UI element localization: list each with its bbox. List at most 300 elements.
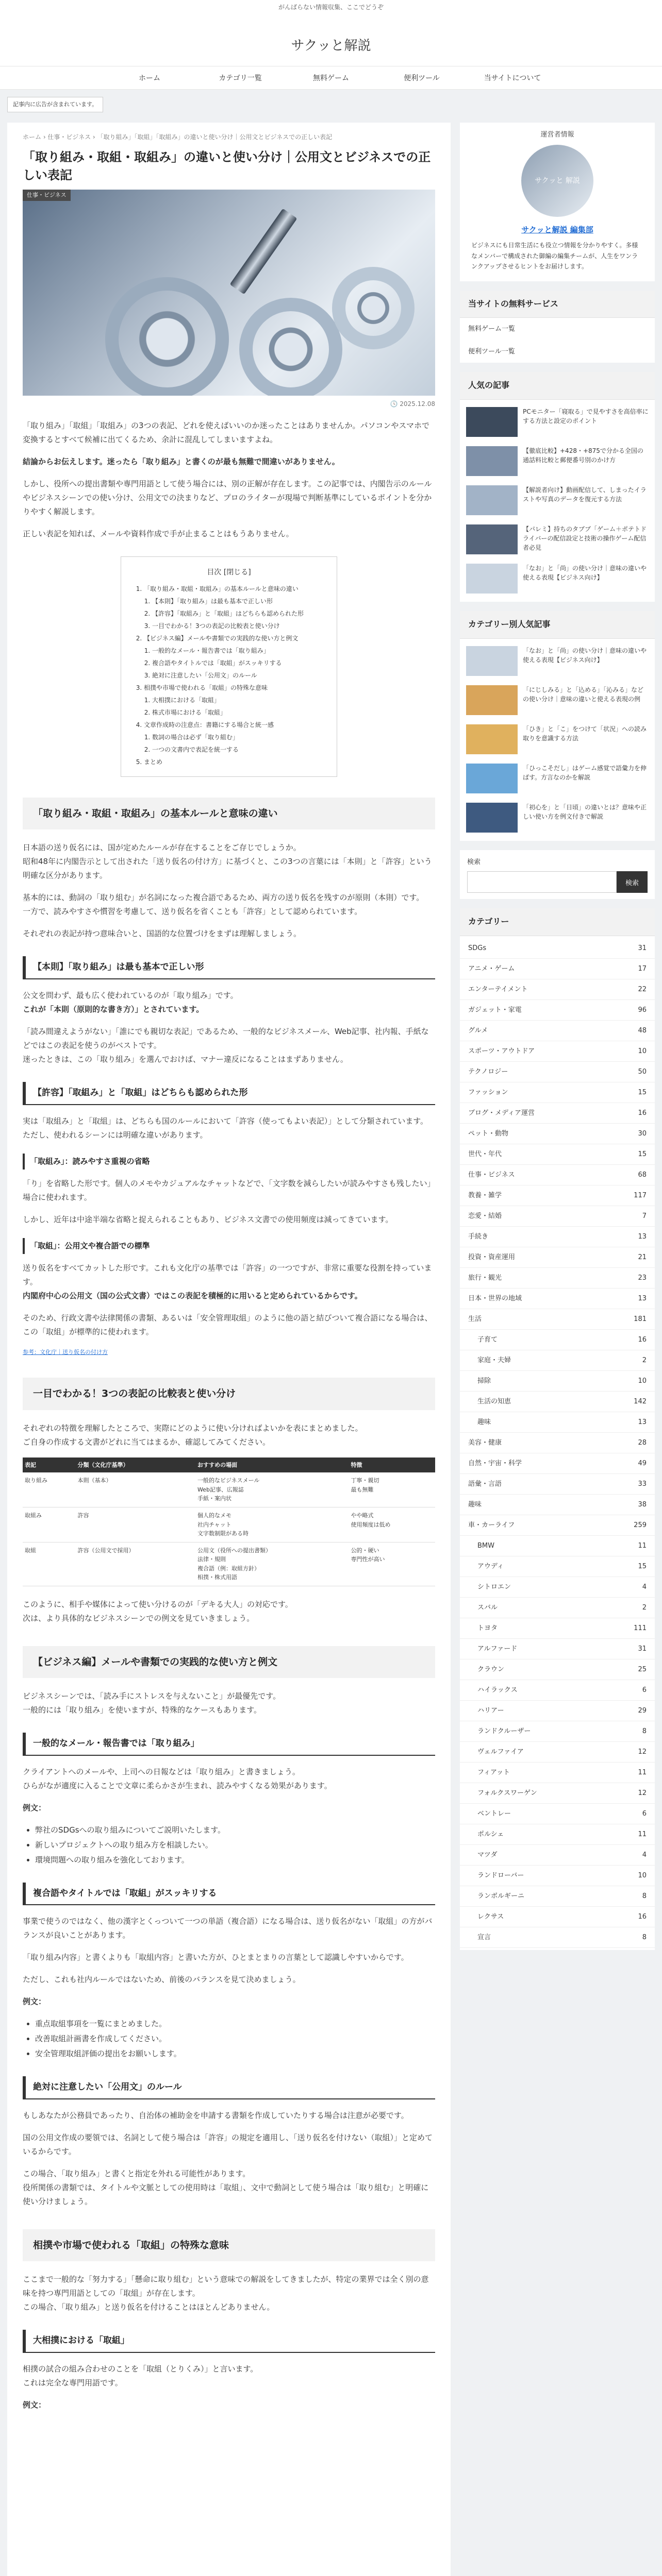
article-thumbnail[interactable] (466, 524, 518, 554)
category-count: 142 (634, 1397, 647, 1405)
subsection-heading: 大相撲における「取組」 (23, 2330, 435, 2353)
category-name: トヨタ (477, 1624, 498, 1632)
category-name: 投資・資産運用 (468, 1253, 516, 1261)
popular-article[interactable] (466, 799, 649, 838)
paragraph: ここまで一般的な「努力する」「懸命に取り組む」という意味での解説をしてきましたが、特定の業界では全く別の意味を持つ専門用語としての「取組」が存在します。 この場合、「取り組み」と送り仮名を付けることはほとんどありません。 (23, 2275, 429, 2312)
paragraph: それぞれの表記が持つ意味合いと、国語的な位置づけをまずは理解しましょう。 (23, 929, 302, 939)
category-item[interactable] (460, 1247, 655, 1268)
popular-article[interactable] (466, 642, 649, 681)
category-item[interactable] (460, 1845, 655, 1866)
category-count: 10 (638, 1871, 647, 1879)
toc-subitem[interactable]: 3. 一目でわかる！3つの表記の比較表と使い分け (152, 620, 323, 632)
category-name: スポーツ・アウトドア (468, 1047, 535, 1055)
table-cell: 許容 (75, 1507, 195, 1542)
article-title[interactable]: 「なお」と「尚」の使い分け｜意味の違いや使える表現【ビジネス向け】 (523, 647, 647, 664)
table-cell: 丁寧・親切 最も無難 (349, 1472, 435, 1507)
list-item: • 改善取組計画書を作成してください。 (35, 2032, 435, 2046)
category-count: 16 (638, 1912, 647, 1921)
category-count: 30 (638, 1129, 647, 1138)
category-item[interactable] (460, 1206, 655, 1227)
category-item[interactable] (460, 1824, 655, 1845)
category-item[interactable] (460, 1041, 655, 1062)
paragraph: 国の公用文作成の要領では、名詞として使う場合は「許容」の規定を適用し、「送り仮名を付けない（取組）」と定めているからです。 (23, 2133, 433, 2157)
article-title[interactable]: 「ひっこそだし」はゲーム感覚で語彙力を伸ばす。方言なのかを解説 (523, 764, 647, 781)
category-name: ポルシェ (477, 1830, 504, 1838)
category-count: 2 (642, 1603, 647, 1612)
category-count: 17 (638, 964, 647, 973)
category-count: 33 (638, 1480, 647, 1488)
category-count: 15 (638, 1150, 647, 1158)
category-item[interactable] (460, 1000, 655, 1021)
category-count: 13 (638, 1232, 647, 1241)
subsection-heading: 【本則】「取り組み」は最も基本で正しい形 (23, 956, 435, 979)
category-count: 13 (638, 1418, 647, 1426)
category-item[interactable] (460, 1103, 655, 1124)
category-item[interactable] (460, 938, 655, 959)
popular-article[interactable] (466, 759, 649, 799)
category-count: 12 (638, 1789, 647, 1797)
category-count: 15 (638, 1088, 647, 1096)
category-name: 仕事・ビジネス (468, 1171, 515, 1179)
category-item[interactable] (460, 1124, 655, 1144)
category-name: レクサス (477, 1912, 504, 1921)
toc-subitem[interactable]: 2. 【許容】「取組み」と「取組」はどちらも認められた形 (152, 607, 323, 620)
category-item[interactable] (460, 1412, 655, 1433)
article-title[interactable]: 「ひき」と「こ」をつけて「状況」への読み取りを意識する方法 (523, 725, 647, 742)
popular-article[interactable] (466, 403, 649, 442)
section-heading: 「取り組み・取組・取組み」の基本ルールと意味の違い (23, 798, 435, 829)
operator-description: ビジネスにも日常生活にも役立つ情報を分かりやすく。多様なメンバーで構成された御編の編集チームが、人生をワンランクアップさせるヒントをお届けします。 (471, 242, 638, 270)
paragraph: 送り仮名をすべてカットした形です。これも文化庁の基準では「許容」の一つですが、非常に重要な役割を持っています。 内閣府中心の公用文（国の公式文書）ではこの表記を積極的に用いると定められているからです。 (23, 1263, 432, 1300)
category-name: ランドローバー (477, 1871, 524, 1879)
example-label: 例文： (23, 1997, 46, 2007)
category-count: 21 (638, 1253, 647, 1261)
category-name: エンターテイメント (468, 985, 528, 993)
category-count: 16 (638, 1109, 647, 1117)
table-cell: 個人的なメモ 社内チャット 文字数制限がある時 (195, 1507, 349, 1542)
category-item[interactable] (460, 1268, 655, 1289)
category-count: 31 (638, 944, 647, 952)
category-item[interactable] (460, 1082, 655, 1103)
category-item[interactable] (460, 1144, 655, 1165)
table-header: 特徴 (349, 1458, 435, 1473)
operator-name[interactable]: サクッと解説 編集部 (521, 225, 593, 235)
breadcrumb[interactable]: ホーム › 仕事・ビジネス › 「取り組み」「取組」「取組み」の違いと使い分け｜公用文とビジネスでの正しい表記 (23, 133, 333, 141)
table-cell: 公的・硬い 専門性が高い (349, 1542, 435, 1586)
category-item[interactable] (460, 1227, 655, 1247)
category-count: 15 (638, 1562, 647, 1570)
subsection-heading: 絶対に注意したい「公用文」のルール (23, 2076, 435, 2099)
category-count: 11 (638, 1830, 647, 1838)
paragraph: 公文を問わず、最も広く使われているのが「取り組み」です。 これが「本則（原則的な書き方）」とされています。 (23, 990, 238, 1014)
paragraph: もしあなたが公務員であったり、自治体の補助金を申請する書類を作成していたりする場合は注意が必要です。 (23, 2111, 409, 2121)
article-title[interactable]: 「初心を」と「日頃」の違いとは？意味や正しい使い方を例文付きで解説 (523, 803, 647, 820)
category-count: 16 (638, 1335, 647, 1344)
category-count: 8 (642, 1933, 647, 1941)
table-row (23, 1472, 435, 1507)
paragraph: このように、相手や媒体によって使い分けるのが「デキる大人」の対応です。 次は、より具体的なビジネスシーンでの例文を見ていきましょう。 (23, 1600, 293, 1623)
category-count: 22 (638, 985, 647, 993)
table-cell: 許容（公用文で採用） (75, 1542, 195, 1586)
category-name: 語彙・言語 (468, 1480, 502, 1488)
popular-article[interactable] (466, 720, 649, 759)
list-item: • 環境問題への取り組みを強化しております。 (35, 1853, 435, 1867)
nav-item[interactable]: 便利ツール (404, 74, 440, 82)
category-count: 10 (638, 1377, 647, 1385)
category-item[interactable] (460, 1330, 655, 1350)
table-row (23, 1507, 435, 1542)
page-title: 「取り組み・取組・取組み」の違いと使い分け｜公用文とビジネスでの正しい表記 (23, 150, 431, 182)
section-heading: 【ビジネス編】メールや書類での実践的な使い方と例文 (23, 1646, 435, 1678)
category-item[interactable] (460, 1762, 655, 1783)
minor-heading: 「取組」：公用文や複合語での標準 (23, 1238, 435, 1254)
popular-article[interactable] (466, 481, 649, 520)
toc-subitem[interactable]: 1. 大相撲における「取組」 (152, 694, 323, 706)
paragraph: ただし、これも社内ルールではないため、前後のバランスを見て決めましょう。 (23, 1975, 301, 1985)
table-header: 分類（文化庁基準） (75, 1458, 195, 1473)
category-name: 教養・雑学 (468, 1191, 502, 1199)
category-count: 11 (638, 1541, 647, 1550)
section-heading: 相撲や市場で使われる「取組」の特殊な意味 (23, 2229, 435, 2261)
category-item[interactable] (460, 1721, 655, 1742)
article-thumbnail[interactable] (466, 485, 518, 515)
list-item: • 安全管理取組評価の提出をお願いします。 (35, 2047, 435, 2061)
table-cell: 取組み (23, 1507, 75, 1542)
nav-item[interactable]: カテゴリ一覧 (219, 74, 262, 82)
category-item[interactable] (460, 1495, 655, 1515)
intro-paragraph: 「取り組み」「取組」「取組み」の3つの表記、どれを使えばいいのか迷ったことはありませんか。パソコンやスマホで変換するとすべて候補に出てくるため、余計に混乱してしまいますよね。 (23, 421, 429, 445)
table-of-contents (121, 556, 337, 777)
article-title[interactable]: PCモニター「寝取る」で見やすさを高倍率にする方法と設定のポイント (523, 408, 649, 425)
section-heading: 一目でわかる！3つの表記の比較表と使い分け (23, 1378, 435, 1410)
service-link[interactable]: 無料ゲーム一覧 (468, 325, 516, 333)
category-count: 23 (638, 1274, 647, 1282)
widget-title: カテゴリー (460, 908, 655, 936)
category-name: クラウン (477, 1665, 505, 1673)
list-item: • 重点取組事項を一覧にまとめました。 (35, 2017, 435, 2031)
paragraph: 事業で使うのではなく、他の漢字とくっついて一つの単語（複合語）になる場合は、送り仮名がない「取組」の方がバランスが良いことがあります。 (23, 1917, 433, 1940)
category-name: グルメ (468, 1026, 488, 1035)
table-cell: 取組 (23, 1542, 75, 1586)
site-logo: サクッと 解説 (521, 145, 593, 217)
category-name: 宣言 (477, 1933, 491, 1941)
toc-subitem[interactable]: 2. 複合語やタイトルでは「取組」がスッキリする (152, 657, 323, 669)
category-name: 生活 (468, 1315, 482, 1323)
example-label: 例文： (23, 1803, 46, 1812)
comparison-table (23, 1458, 435, 1587)
category-name: ファッション (468, 1088, 508, 1096)
category-item[interactable] (460, 1701, 655, 1721)
popular-article[interactable] (466, 560, 649, 599)
category-count: 48 (638, 1026, 647, 1035)
category-count: 12 (638, 1748, 647, 1756)
category-item[interactable] (460, 1866, 655, 1886)
category-item[interactable] (460, 979, 655, 1000)
toc-subitem[interactable]: 1. 数詞の場合は必ず「取り組む」 (152, 731, 323, 743)
category-item[interactable] (460, 1371, 655, 1392)
toc-subitem[interactable]: 2. 株式市場における「取組」 (152, 706, 323, 719)
category-count: 111 (634, 1624, 647, 1632)
category-count: 25 (638, 1665, 647, 1673)
category-name: ランボルギーニ (477, 1892, 525, 1900)
category-count: 13 (638, 1294, 647, 1302)
category-name: ランドクルーザー (477, 1727, 531, 1735)
table-cell: 本則（基本） (75, 1472, 195, 1507)
subsection-heading: 一般的なメール・報告書では「取り組み」 (23, 1733, 435, 1756)
category-item[interactable] (460, 1804, 655, 1824)
category-count: 49 (638, 1459, 647, 1467)
search-button[interactable]: 検索 (617, 871, 648, 893)
article-thumbnail[interactable] (466, 646, 518, 676)
gear-graphic (332, 267, 415, 349)
category-count: 7 (642, 1212, 647, 1220)
category-name: フォルクスワーゲン (477, 1789, 537, 1797)
category-name: 子育て (477, 1335, 498, 1344)
site-title[interactable]: サクッと解説 (0, 14, 662, 66)
category-item[interactable] (460, 1309, 655, 1330)
list-item: • 新しいプロジェクトへの取り組み方を相談したい。 (35, 1838, 435, 1852)
popular-article[interactable] (466, 442, 649, 481)
category-item[interactable] (460, 1433, 655, 1453)
minor-heading: 「取組み」：読みやすさ重視の省略 (23, 1154, 435, 1170)
paragraph: 日本語の送り仮名には、国が定めたルールが存在することをご存じでしょうか。 昭和48年に内閣告示として出された「送り仮名の付け方」に基づくと、この3つの言葉には「本則」と「許容」という明確な区分があります。 (23, 843, 432, 880)
toc-list (135, 583, 323, 768)
category-count: 11 (638, 1768, 647, 1776)
example-list (23, 2017, 435, 2061)
category-count: 8 (642, 1892, 647, 1900)
table-cell: やや略式 使用頻度は低め (349, 1507, 435, 1542)
category-count: 29 (638, 1706, 647, 1715)
paragraph: しかし、近年は中途半端な省略と捉えられることもあり、ビジネス文書での使用頻度は減ってきています。 (23, 1214, 393, 1224)
widget-title: 人気の記事 (460, 372, 655, 400)
category-name: BMW (477, 1541, 494, 1550)
category-item[interactable] (460, 1742, 655, 1762)
widget-title: 検索 (467, 858, 481, 866)
category-item[interactable] (460, 1289, 655, 1309)
category-item[interactable] (460, 959, 655, 979)
article-thumbnail[interactable] (466, 446, 518, 476)
category-count: 6 (642, 1809, 647, 1818)
category-name: 手続き (468, 1232, 489, 1241)
global-nav (0, 66, 662, 90)
sidebar (460, 123, 655, 1959)
category-item[interactable] (460, 1680, 655, 1701)
category-item[interactable] (460, 1886, 655, 1907)
post-date: 🕓 2025.12.08 (390, 400, 435, 408)
category-count: 117 (634, 1191, 647, 1199)
toc-item[interactable]: 1. 「取り組み・取組・取組み」の基本ルールと意味の違い 1. 【本則】「取り組み」は最も基本で正しい形 2. 【許容】「取組み」と「取組」はどちらも認められた形 3. 一目でわかる！3つの表記の比較表と使い分け (144, 583, 323, 632)
article-title[interactable]: 【徹底比較】+428・+875で分かる全国の通話料比較と郵便番号別のかけ方 (523, 447, 643, 464)
category-name: シトロエン (477, 1583, 511, 1591)
category-item[interactable] (460, 1392, 655, 1412)
table-header: 表記 (23, 1458, 75, 1473)
toc-item[interactable]: 5. まとめ (144, 756, 323, 768)
category-item[interactable] (460, 1062, 655, 1082)
paragraph: 「取り組み内容」と書くよりも「取組内容」と書いた方が、ひとまとまりの言葉として認識しやすいからです。 (23, 1953, 409, 1962)
popular-widget (460, 372, 655, 602)
toc-subitem[interactable]: 3. 絶対に注意したい「公用文」のルール (152, 669, 323, 682)
article-thumbnail[interactable] (466, 724, 518, 754)
category-name: ベントレー (477, 1809, 511, 1818)
table-cell: 一般的なビジネスメール Web記事、広報誌 手紙・案内状 (195, 1472, 349, 1507)
category-item[interactable] (460, 1598, 655, 1618)
category-popular-widget (460, 611, 655, 841)
category-item[interactable] (460, 1350, 655, 1371)
source-link[interactable]: 参考：文化庁｜送り仮名の付け方 (23, 1348, 108, 1355)
intro-paragraph: しかし、役所への提出書類や専門用語として使う場合には、別の正解が存在します。この記事では、内閣告示のルールやビジネスシーンでの使い分け、公用文での決まりなど、プロのライターが現場で判断基準にしているポイントを分かりやすく解説します。 (23, 479, 432, 517)
category-name: マツダ (477, 1851, 498, 1859)
hero-category-badge[interactable]: 仕事・ビジネス (23, 190, 71, 201)
article-title[interactable]: 【解説者向け】動画配信して、しまったイラストや写真のデータを復元する方法 (523, 486, 647, 503)
category-count: 28 (638, 1438, 647, 1447)
category-item[interactable] (460, 1021, 655, 1041)
toc-item[interactable]: 4. 文章作成時の注意点：書籍にする場合と統一感 1. 数詞の場合は必ず「取り組む」 2. 一つの文書内で表記を統一する (144, 719, 323, 756)
paragraph: そのため、行政文書や法律関係の書類、あるいは「安全管理取組」のように他の語と結びついて複合語になる場合は、この「取組」が標準的に使われます。 (23, 1313, 433, 1336)
list-item: • 弊社のSDGsへの取り組みについてご説明いたします。 (35, 1823, 435, 1837)
category-item[interactable] (460, 1536, 655, 1556)
ad-notice: 記事内に広告が含まれています。 (7, 97, 103, 112)
article-thumbnail[interactable] (466, 407, 518, 437)
popular-article[interactable] (466, 681, 649, 720)
article-title[interactable]: 「にじしみる」と「込める」「沁みる」などの使い分け｜意味の違いと使える表現の例 (523, 686, 644, 703)
category-name: 趣味 (477, 1418, 491, 1426)
hero-image (23, 190, 435, 396)
category-item[interactable] (460, 1783, 655, 1804)
category-name: SDGs (468, 944, 487, 952)
category-name: アルファード (477, 1645, 518, 1653)
fountain-pen-graphic (229, 208, 297, 294)
search-widget (460, 850, 655, 899)
category-name: 車・カーライフ (468, 1521, 515, 1529)
category-name: ブログ・メディア運営 (468, 1109, 535, 1117)
category-count: 2 (642, 1356, 647, 1364)
category-item[interactable] (460, 1577, 655, 1598)
category-count: 50 (638, 1067, 647, 1076)
category-count: 68 (638, 1171, 647, 1179)
article-title[interactable]: 【パレミ】持ちのタブブ「ゲーム＋ポテトドライバーの配信設定と技術の操作ゲーム配信者必見 (523, 525, 647, 551)
toc-subitem[interactable]: 1. 一般的なメール・報告書では「取り組み」 (152, 645, 323, 657)
category-name: アニメ・ゲーム (468, 964, 515, 973)
toc-subitem[interactable]: 1. 【本則】「取り組み」は最も基本で正しい形 (152, 595, 323, 607)
category-item[interactable] (460, 1515, 655, 1536)
search-input[interactable] (467, 871, 617, 893)
category-item[interactable] (460, 1165, 655, 1185)
intro-paragraph: 正しい表記を知れば、メールや資料作成で手が止まることはもうありません。 (23, 529, 294, 539)
category-name: フィアット (477, 1768, 510, 1776)
table-cell: 公用文（役所への提出書類） 法律・規則 複合語（例：取組方針） 相撲・株式用語 (195, 1542, 349, 1586)
service-link[interactable]: 便利ツール一覧 (468, 347, 515, 355)
category-item[interactable] (460, 1659, 655, 1680)
article-thumbnail[interactable] (466, 685, 518, 715)
paragraph: 実は「取組み」と「取組」は、どちらも国のルールにおいて「許容（使ってもよい表記）」として分類されています。 ただし、使われるシーンには明確な違いがあります。 (23, 1116, 428, 1140)
operator-widget (460, 123, 655, 281)
paragraph: クライアントへのメールや、上司への日報などは「取り組み」と書きましょう。 ひらがなが適度に入ることで文章に柔らかさが生まれ、読みやすくなる効果があります。 (23, 1767, 332, 1790)
subsection-heading: 【許容】「取組み」と「取組」はどちらも認められた形 (23, 1082, 435, 1105)
category-count: 6 (642, 1686, 647, 1694)
nav-item[interactable]: 無料ゲーム (313, 74, 349, 82)
category-name: 生活の知恵 (477, 1397, 511, 1405)
category-name: 趣味 (468, 1500, 482, 1509)
article-title[interactable]: 「なお」と「尚」の使い分け｜意味の違いや使える表現【ビジネス向け】 (523, 564, 647, 581)
category-count: 4 (642, 1583, 647, 1591)
paragraph: それぞれの特徴を理解したところで、実際にどのように使い分ければよいかを表にまとめました。 ご自身の作成する文書がどれに当てはまるか、確認してみてください。 (23, 1423, 363, 1447)
category-name: 掃除 (477, 1377, 491, 1385)
category-item[interactable] (460, 1907, 655, 1927)
toc-item[interactable]: 3. 相撲や市場で使われる「取組」の特殊な意味 1. 大相撲における「取組」 2. 株式市場における「取組」 (144, 682, 323, 719)
category-name: スバル (477, 1603, 498, 1612)
table-header: おすすめの場面 (195, 1458, 349, 1473)
paragraph: 「り」を省略した形です。個人のメモやカジュアルなチャットなどで、「文字数を減らしたいが読みやすさも残したい」場合に使われます。 (23, 1178, 435, 1202)
category-item[interactable] (460, 1453, 655, 1474)
category-item[interactable] (460, 1927, 655, 1948)
widget-title: 運営者情報 (540, 131, 574, 139)
example-label: 例文： (23, 2400, 46, 2410)
categories-widget (460, 908, 655, 1950)
toc-subitem[interactable]: 2. 一つの文書内で表記を統一する (152, 743, 323, 756)
category-name: 世代・年代 (468, 1150, 502, 1158)
category-count: 10 (638, 1047, 647, 1055)
category-count: 8 (642, 1727, 647, 1735)
toc-item[interactable]: 2. 【ビジネス編】メールや書類での実践的な使い方と例文 1. 一般的なメール・報告書では「取り組み」 2. 複合語やタイトルでは「取組」がスッキリする 3. 絶対に注意したい「公用文」のルール (144, 632, 323, 682)
nav-item[interactable]: ホーム (139, 74, 160, 82)
category-name: ハリアー (477, 1706, 504, 1715)
category-name: 美容・健康 (468, 1438, 502, 1447)
site-tagline: がんばらない情報収集、ここでどうぞ (0, 0, 662, 14)
category-count: 38 (638, 1500, 647, 1509)
category-name: ガジェット・家電 (468, 1006, 522, 1014)
table-cell: 取り組み (23, 1472, 75, 1507)
toc-title[interactable]: 目次 [閉じる] (207, 568, 251, 577)
gear-graphic (239, 298, 342, 396)
paragraph: 相撲の試合の組み合わせのことを「取組（とりくみ）」と言います。 これは完全な専門用語です。 (23, 2364, 258, 2387)
article-thumbnail[interactable] (466, 803, 518, 833)
paragraph: ビジネスシーンでは、「読み手にストレスを与えないこと」が最優先です。 一般的には「取り組み」を使いますが、特殊的なケースもあります。 (23, 1691, 281, 1715)
widget-title: 当サイトの無料サービス (460, 291, 655, 318)
category-name: テクノロジー (468, 1067, 508, 1076)
category-item[interactable] (460, 1185, 655, 1206)
category-item[interactable] (460, 1474, 655, 1495)
category-name: 恋愛・結婚 (468, 1212, 502, 1220)
category-name: 家庭・夫婦 (477, 1356, 511, 1364)
category-item[interactable] (460, 1618, 655, 1639)
subsection-heading: 複合語やタイトルでは「取組」がスッキリする (23, 1883, 435, 1906)
category-count: 31 (638, 1645, 647, 1653)
intro-paragraph: 結論からお伝えします。迷ったら「取り組み」と書くのが最も無難で間違いがありません。 (23, 457, 340, 467)
category-count: 4 (642, 1851, 647, 1859)
category-name: ハイラックス (477, 1686, 518, 1694)
gear-graphic (105, 277, 229, 396)
widget-title: カテゴリー別人気記事 (460, 611, 655, 639)
category-item[interactable] (460, 1556, 655, 1577)
paragraph: 「読み間違えようがない」「誰にでも親切な表記」であるため、一般的なビジネスメール、Web記事、社内報、手紙などではこの表記を使うのがベストです。 迷ったときは、この「取り組み」を選んでおけば、マナー違反になることはまずありません。 (23, 1026, 429, 1064)
category-item[interactable] (460, 1639, 655, 1659)
nav-item[interactable]: 当サイトについて (484, 74, 541, 82)
popular-article[interactable] (466, 520, 649, 560)
article-thumbnail[interactable] (466, 764, 518, 793)
article-thumbnail[interactable] (466, 564, 518, 594)
example-list (23, 1823, 435, 1867)
category-name: アウディ (477, 1562, 504, 1570)
category-name: 日本・世界の地域 (468, 1294, 522, 1302)
category-name: 旅行・観光 (468, 1274, 502, 1282)
paragraph: この場合、「取り組み」と書くと指定を外れる可能性があります。 役所関係の書類では、タイトルや文脈としての使用時は「取組」、文中で動詞として使う場合は「取り組む」と明確に使い分けましょう。 (23, 2169, 429, 2207)
category-count: 181 (634, 1315, 647, 1323)
paragraph: 基本的には、動詞の「取り組む」が名詞になった複合語であるため、両方の送り仮名を残すのが原則（本則）です。 一方で、読みやすさや慣習を考慮して、送り仮名を省くことも「許容」として認められています。 (23, 893, 424, 917)
table-row (23, 1542, 435, 1586)
services-widget (460, 291, 655, 363)
article (7, 123, 451, 2576)
category-name: 自然・宇宙・科学 (468, 1459, 522, 1467)
